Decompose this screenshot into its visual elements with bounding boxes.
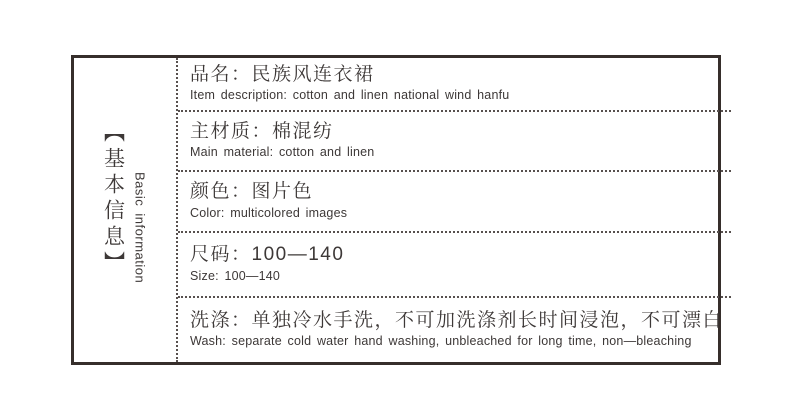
size-label-en: Size: 100—140	[190, 268, 281, 283]
row-wash	[178, 298, 731, 362]
item-description-label-cn: 品名：民族风连衣裙	[190, 63, 375, 85]
sidebar-title-chinese: 【基本信息】	[101, 121, 125, 277]
wash-label-en: Wash: separate cold water hand washing, unbleached for long time, non—bleaching	[190, 334, 692, 349]
sidebar-title-english: Basic information	[132, 172, 148, 284]
row-color	[178, 172, 731, 233]
spec-rows	[178, 58, 731, 362]
basic-info-sidebar	[74, 58, 178, 362]
color-label-cn: 颜色：图片色	[190, 181, 314, 203]
row-size	[178, 233, 731, 298]
color-label-en: Color: multicolored images	[190, 205, 348, 220]
basic-info-panel	[71, 55, 724, 365]
wash-label-cn: 洗涤：单独冷水手洗，不可加洗涤剂长时间浸泡，不可漂白	[190, 309, 724, 331]
main-material-label-en: Main material: cotton and linen	[190, 145, 375, 160]
size-label-cn: 尺码：100—140	[190, 244, 345, 266]
main-material-label-cn: 主材质：棉混纺	[190, 120, 334, 142]
item-description-label-en: Item description: cotton and linen national wind hanfu	[190, 88, 510, 103]
row-item-description	[178, 58, 731, 112]
row-main-material	[178, 112, 731, 172]
